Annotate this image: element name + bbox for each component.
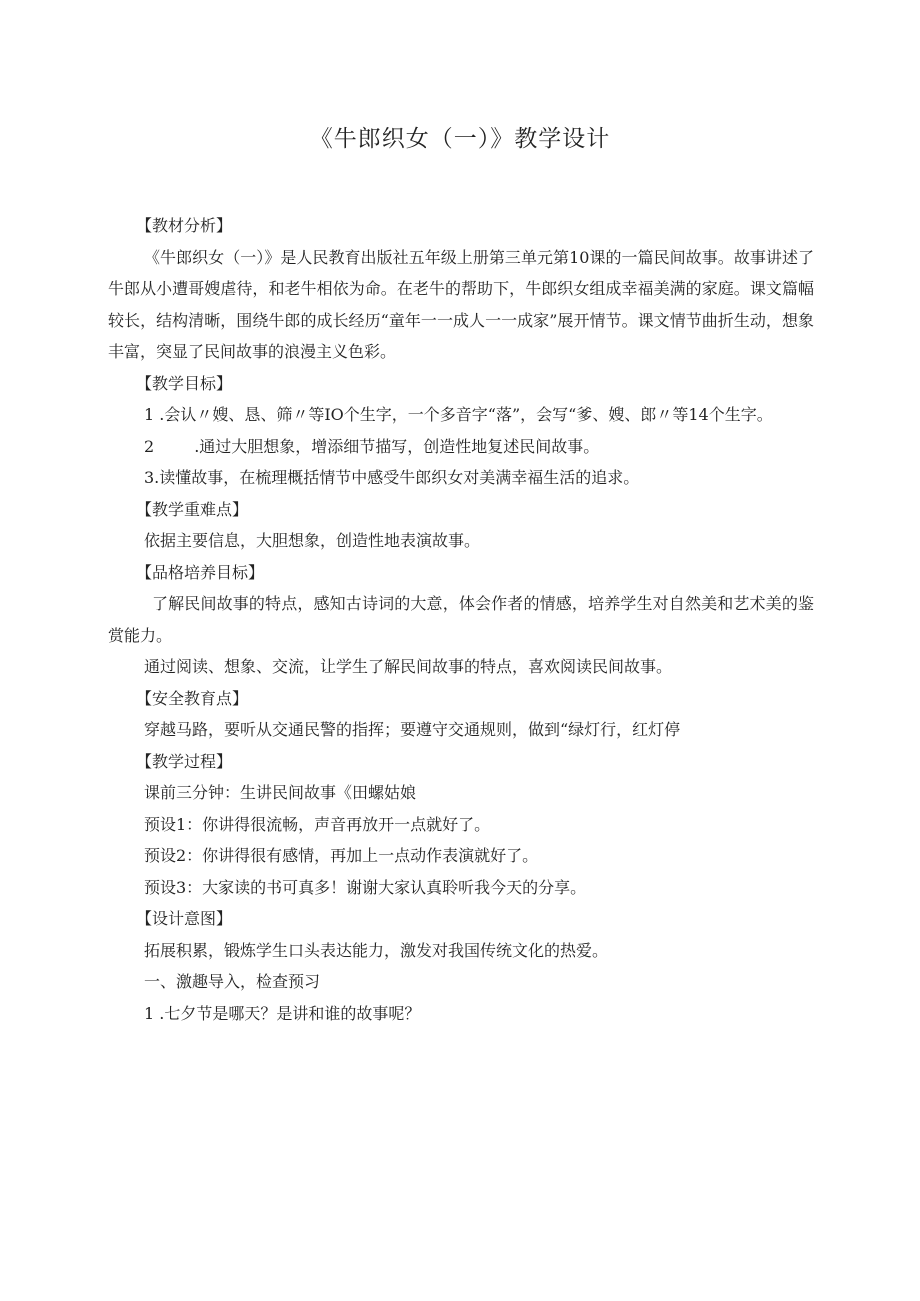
process-preset-1: 预设1：你讲得很流畅，声音再放开一点就好了。 (144, 814, 491, 834)
process-preset-2: 预设2：你讲得很有感情，再加上一点动作表演就好了。 (144, 846, 539, 865)
design-intent-text: 拓展积累，锻炼学生口头表达能力，激发对我国传统文化的热爱。 (144, 940, 609, 960)
goal-item-2 (108, 431, 814, 463)
heading-material-analysis: 【教材分析】 (136, 216, 233, 235)
heading-safety: 【安全教育点】 (136, 688, 249, 708)
heading-key-points: 【教学重难点】 (136, 499, 249, 519)
goal-item-3: 3.读懂故事，在梳理概括情节中感受牛郎织女对美满幸福生活的追求。 (144, 468, 640, 487)
heading-teaching-goals: 【教学目标】 (136, 373, 233, 393)
safety-text: 穿越马路，要听从交通民警的指挥；要遵守交通规则，做到“绿灯行，红灯停 (144, 720, 681, 739)
character-goals-text-1: 了解民间故事的特点，感知古诗词的大意，体会作者的情感，培养学生对自然美和艺术美的鉴赏能力。 (108, 594, 814, 645)
character-goals-text-2: 通过阅读、想象、交流，让学生了解民间故事的特点，喜欢阅读民间故事。 (144, 657, 673, 676)
step-1-heading: 一、激趣导入，检查预习 (144, 972, 321, 991)
key-points-text: 依据主要信息，大胆想象，创造性地表演故事。 (144, 531, 481, 550)
heading-character-goals: 【品格培养目标】 (136, 562, 265, 582)
heading-design-intent: 【设计意图】 (136, 909, 233, 928)
goal-item-2-number: 2 (144, 436, 155, 456)
heading-process: 【教学过程】 (136, 751, 233, 771)
goal-item-2-text: .通过大胆想象，增添细节描写，创造性地复述民间故事。 (194, 436, 600, 456)
question-1: 1 .七夕节是哪天？是讲和谁的故事呢？ (144, 1003, 421, 1023)
process-preset-3: 预设3：大家读的书可真多！谢谢大家认真聆听我今天的分享。 (144, 877, 587, 897)
process-intro: 课前三分钟：生讲民间故事《田螺姑娘 (144, 783, 417, 802)
paragraph-material-analysis: 《牛郎织女（一）》是人民教育出版社五年级上册第三单元第10课的一篇民间故事。故事讲述了牛郎从小遭哥嫂虐待，和老牛相依为命。在老牛的帮助下，牛郎织女组成幸福美满的家庭。课文篇幅较长，结构清晰，围绕牛郎的成长经历“童年一一成人一一成家”展开情节。课文情节曲折生动，想象丰富，突显了民间故事的浪漫主义色彩。 (108, 247, 814, 361)
document-body (108, 210, 814, 1029)
goal-item-1: 1 .会认〃嫂、恳、筛〃等IO个生字，一个多音字“落”，会写“爹、嫂、郎〃等14个生字。 (144, 405, 773, 424)
document-title: 《牛郎织女（一）》教学设计 (309, 126, 611, 152)
